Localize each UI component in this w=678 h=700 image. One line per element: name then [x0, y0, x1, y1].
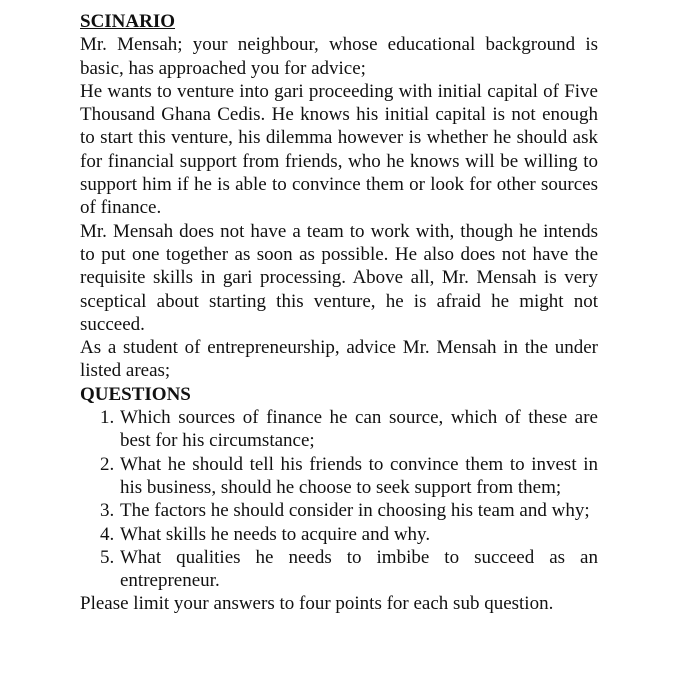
- questions-list: [80, 406, 598, 592]
- question-item: [80, 523, 598, 546]
- question-text: Which sources of finance he can source, which of these are best for his circumstance;: [120, 407, 598, 452]
- question-number: 2.: [100, 453, 115, 475]
- question-text: The factors he should consider in choosing his team and why;: [120, 500, 590, 522]
- scenario-heading: SCINARIO: [80, 11, 176, 32]
- scenario-paragraph-1: Mr. Mensah; your neighbour, whose educational background is basic, has approached you for advice;: [80, 34, 598, 79]
- scenario-paragraph-3: Mr. Mensah does not have a team to work with, though he intends to put one together as soon as possible. He also does not have the requisite skills in gari processing. Above all, Mr. Mensah is very sceptical about starting this venture, he is afraid he might not succeed.: [80, 220, 598, 335]
- question-number: 4.: [100, 523, 115, 545]
- question-text: What qualities he needs to imbibe to succeed as an entrepreneur.: [120, 546, 598, 592]
- question-number: 1.: [100, 407, 115, 429]
- question-item: [80, 499, 598, 522]
- question-item: [80, 453, 598, 500]
- questions-heading: QUESTIONS: [80, 383, 191, 405]
- question-number: 3.: [100, 500, 115, 522]
- scenario-paragraph-2: He wants to venture into gari proceeding with initial capital of Five Thousand Ghana Cedis. He knows his initial capital is not enough to start this venture, his dilemma however is whether he should ask for financial support from friends, who he knows will be willing to support him if he is able to convince them or look for other sources of finance.: [80, 80, 598, 219]
- question-item: [80, 406, 598, 453]
- document-page: [80, 10, 598, 616]
- question-item: [80, 546, 598, 593]
- question-number: 5.: [100, 546, 115, 568]
- scenario-paragraph-4: As a student of entrepreneurship, advice Mr. Mensah in the under listed areas;: [80, 337, 598, 382]
- question-text: What he should tell his friends to convince them to invest in his business, should he choose to seek support from them;: [120, 453, 598, 498]
- question-text: What skills he needs to acquire and why.: [120, 523, 431, 545]
- answer-instruction: Please limit your answers to four points for each sub question.: [80, 593, 554, 615]
